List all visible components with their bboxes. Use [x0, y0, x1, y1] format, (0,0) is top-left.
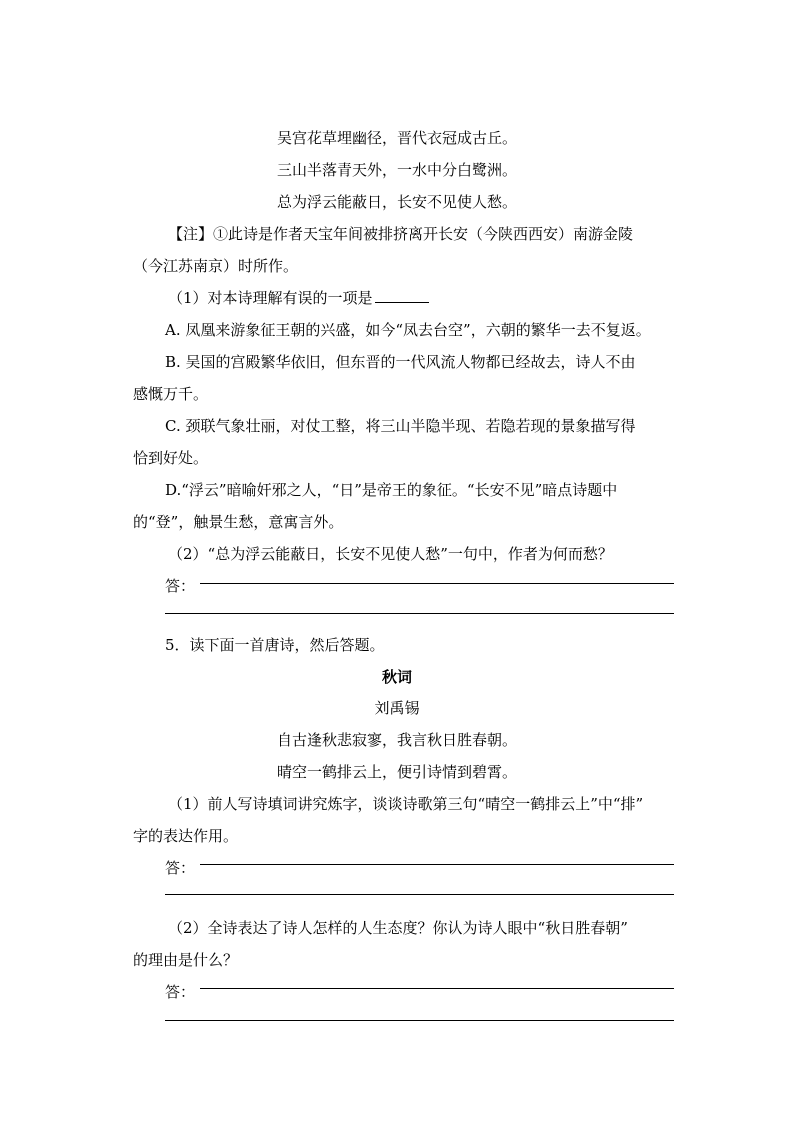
section5-poem-author: 刘禹锡 [374, 699, 420, 717]
section5-q2-answer-label: 答： [165, 983, 196, 1001]
poem1-line-2: 三山半落青天外，一水中分白鹭洲。 [276, 161, 517, 179]
section5-poem-line-1: 自古逢秋悲寂寥，我言秋日胜春朝。 [276, 731, 517, 749]
poem1-line-3: 总为浮云能蔽日，长安不见使人愁。 [276, 193, 517, 211]
q2-answer-line-2[interactable] [165, 613, 674, 614]
section5-intro: 5．读下面一首唐诗，然后答题。 [165, 636, 385, 654]
q2-answer-label: 答： [165, 577, 196, 595]
section5-q2-answer-line-1[interactable] [200, 988, 674, 989]
section5-poem-title: 秋词 [381, 668, 412, 686]
q1-option-b-line-2: 感慨万千。 [133, 385, 209, 403]
poem1-line-1: 吴宫花草埋幽径，晋代衣冠成古丘。 [276, 129, 517, 147]
q1-option-c-line-1: C. 颈联气象壮丽，对仗工整，将三山半隐半现、若隐若现的景象描写得 [165, 417, 636, 435]
q1-option-a: A. 凤凰来游象征王朝的兴盛，如今“凤去台空”，六朝的繁华一去不复返。 [165, 321, 651, 339]
section5-q1-answer-label: 答： [165, 859, 196, 877]
q1-stem-text: （1）对本诗理解有误的一项是 [168, 289, 373, 307]
section5-q1-answer-line-1[interactable] [200, 864, 674, 865]
poem1-note-line-1: 【注】①此诗是作者天宝年间被排挤离开长安（今陕西西安）南游金陵 [168, 225, 634, 243]
q1-option-c-line-2: 恰到好处。 [133, 449, 209, 467]
q1-stem [168, 288, 429, 308]
poem1-note-line-2: （今江苏南京）时所作。 [133, 257, 299, 275]
q2-answer-line-1[interactable] [200, 583, 674, 584]
section5-q2-line-1: （2）全诗表达了诗人怎样的人生态度？你认为诗人眼中“秋日胜春朝” [168, 919, 628, 937]
section5-q1-answer-line-2[interactable] [165, 894, 674, 895]
q1-answer-blank[interactable] [375, 288, 429, 303]
q1-option-d-line-1: D.“浮云”暗喻奸邪之人，“日”是帝王的象征。“长安不见”暗点诗题中 [165, 481, 618, 499]
section5-q2-answer-line-2[interactable] [165, 1020, 674, 1021]
q1-option-b-line-1: B. 吴国的宫殿繁华依旧，但东晋的一代风流人物都已经故去，诗人不由 [165, 353, 636, 371]
q2-stem: （2）“总为浮云能蔽日，长安不见使人愁”一句中，作者为何而愁？ [168, 545, 613, 563]
section5-q1-line-1: （1）前人写诗填词讲究炼字，谈谈诗歌第三句“晴空一鹤排云上”中“排” [168, 795, 644, 813]
section5-q1-line-2: 字的表达作用。 [133, 827, 239, 845]
section5-poem-line-2: 晴空一鹤排云上，便引诗情到碧霄。 [276, 763, 517, 781]
q1-option-d-line-2: 的“登”，触景生愁，意寓言外。 [133, 513, 344, 531]
section5-q2-line-2: 的理由是什么？ [133, 951, 239, 969]
